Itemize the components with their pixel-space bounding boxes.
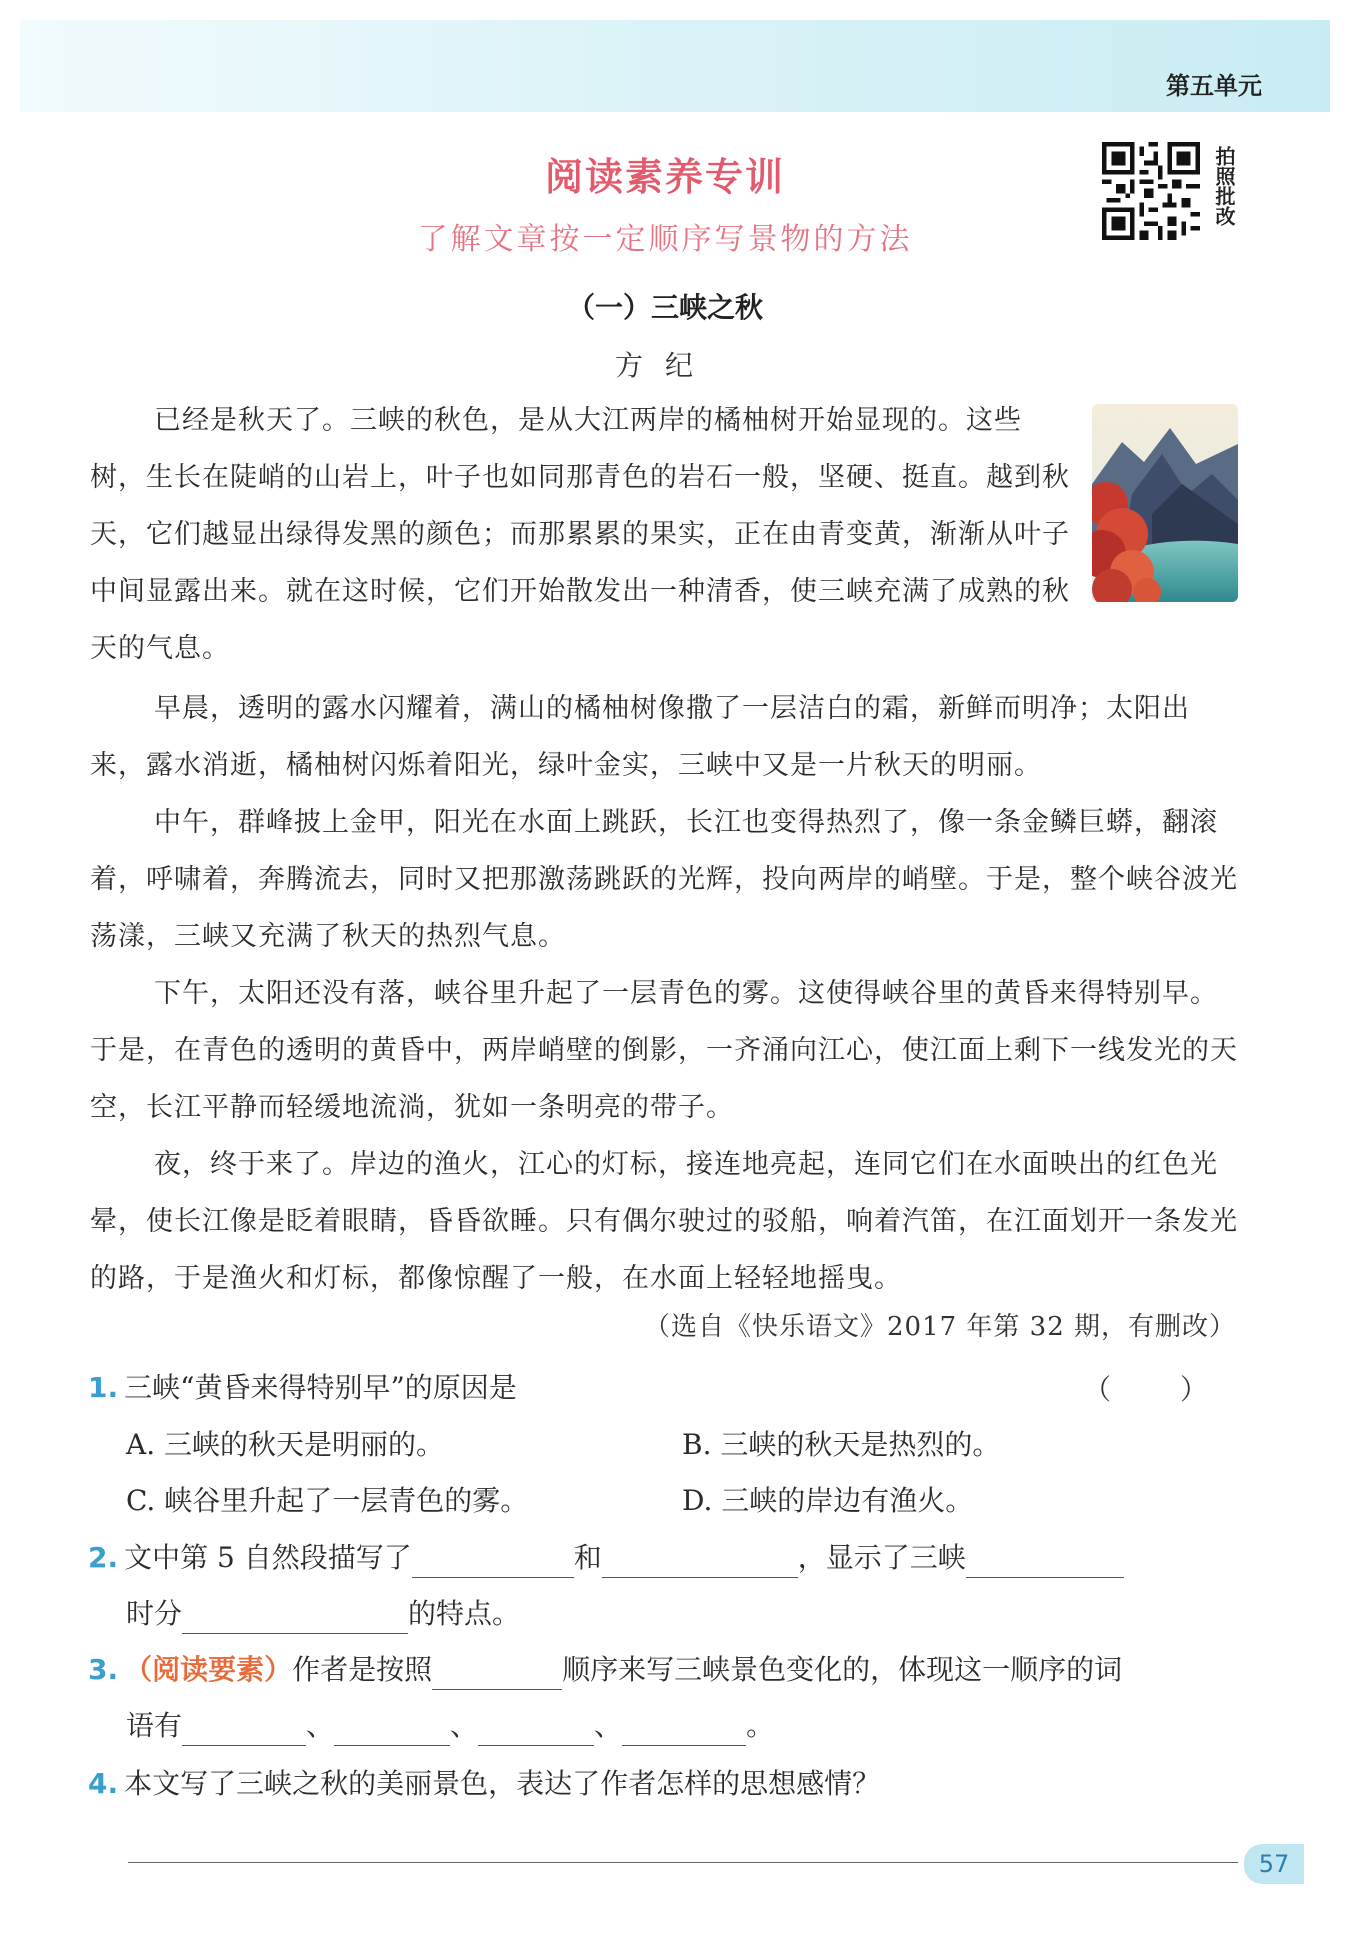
separator: 、 (450, 1709, 479, 1742)
three-gorges-illustration (1092, 404, 1238, 602)
reading-element-tag: （阅读要素） (124, 1653, 293, 1686)
answer-blank[interactable] (622, 1715, 746, 1746)
answer-blank[interactable] (432, 1659, 562, 1690)
paragraph-2: 早晨，透明的露水闪耀着，满山的橘柚树像撒了一层洁白的霜，新鲜而明净；太阳出来，露水消逝，橘柚树闪烁着阳光，绿叶金实，三峡中又是一片秋天的明丽。 (90, 693, 1190, 781)
option-c[interactable]: C. 峡谷里升起了一层青色的雾。 (126, 1484, 529, 1517)
article-author: 方纪 (614, 349, 715, 382)
paragraph-4: 下午，太阳还没有落，峡谷里升起了一层青色的雾。这使得峡谷里的黄昏来得特别早。于是，在青色的透明的黄昏中，两岸峭壁的倒影，一齐涌向江心，使江面上剩下一线发光的天空，长江平静而轻缓地流淌，犹如一条明亮的带子。 (90, 978, 1238, 1123)
article-title: （一）三峡之秋 (566, 291, 763, 324)
answer-blank[interactable] (182, 1715, 306, 1746)
separator: 、 (306, 1709, 335, 1742)
question-number: 4. (88, 1767, 119, 1800)
answer-blank[interactable] (602, 1547, 798, 1578)
option-d[interactable]: D. 三峡的岸边有渔火。 (682, 1484, 974, 1517)
separator: 。 (746, 1709, 775, 1742)
separator: 、 (594, 1709, 623, 1742)
question-number: 3. (88, 1653, 119, 1686)
question-3 (88, 1650, 1248, 1690)
question-text: 三峡“黄昏来得特别早”的原因是 (124, 1371, 517, 1404)
paragraph-3: 中午，群峰披上金甲，阳光在水面上跳跃，长江也变得热烈了，像一条金鳞巨蟒，翻滚着，呼啸着，奔腾流去，同时又把那激荡跳跃的光辉，投向两岸的峭壁。于是，整个峡谷波光荡漾，三峡又充满了秋天的热烈气息。 (90, 807, 1238, 952)
answer-blank[interactable] (412, 1547, 574, 1578)
question-text: 作者是按照 (292, 1653, 433, 1686)
unit-label: 第五单元 (1166, 72, 1262, 100)
question-text: ，显示了三峡 (797, 1541, 966, 1574)
question-2-line-2 (126, 1594, 520, 1634)
scan-grade-label: 拍照批改 (1212, 146, 1236, 226)
paragraph-1: 已经是秋天了。三峡的秋色，是从大江两岸的橘柚树开始显现的。这些树，生长在陡峭的山岩上，叶子也如同那青色的岩石一般，坚硬、挺直。越到秋天，它们越显出绿得发黑的颜色；而那累累的果实，正在由青变黄，渐渐从叶子中间显露出来。就在这时候，它们开始散发出一种清香，使三峡充满了成熟的秋天的气息。 (90, 405, 1070, 664)
top-banner (20, 20, 1330, 112)
question-text: 语有 (126, 1709, 183, 1742)
question-number: 2. (88, 1541, 119, 1574)
page-title: 阅读素养专训 (544, 155, 785, 199)
question-text: 文中第 5 自然段描写了 (124, 1541, 412, 1574)
question-number: 1. (88, 1371, 119, 1404)
answer-blank[interactable] (334, 1715, 450, 1746)
question-text: 和 (573, 1541, 602, 1574)
question-4 (88, 1764, 880, 1804)
question-text: 顺序来写三峡景色变化的，体现这一顺序的词 (562, 1653, 1123, 1686)
answer-parentheses[interactable]: （ ） (1083, 1373, 1238, 1406)
option-a[interactable]: A. 三峡的秋天是明丽的。 (126, 1428, 445, 1461)
question-text: 时分 (126, 1597, 183, 1630)
answer-line[interactable] (128, 1862, 1238, 1863)
paragraph-5: 夜，终于来了。岸边的渔火，江心的灯标，接连地亮起，连同它们在水面映出的红色光晕，使长江像是眨着眼睛，昏昏欲睡。只有偶尔驶过的驳船，响着汽笛，在江面划开一条发光的路，于是渔火和灯标，都像惊醒了一般，在水面上轻轻地摇曳。 (90, 1149, 1238, 1294)
question-3-line-2 (126, 1706, 774, 1746)
question-text: 本文写了三峡之秋的美丽景色，表达了作者怎样的思想感情？ (124, 1767, 881, 1800)
article-source: （选自《快乐语文》2017 年第 32 期，有删改） (643, 1312, 1236, 1342)
page-number: 57 (1244, 1844, 1304, 1884)
page-subtitle: 了解文章按一定顺序写景物的方法 (417, 222, 913, 257)
question-2 (88, 1538, 1248, 1578)
answer-blank[interactable] (182, 1603, 408, 1634)
answer-blank[interactable] (478, 1715, 594, 1746)
question-1 (88, 1368, 517, 1408)
answer-blank[interactable] (966, 1547, 1124, 1578)
option-b[interactable]: B. 三峡的秋天是热烈的。 (682, 1428, 1001, 1461)
qr-code-icon[interactable] (1102, 142, 1200, 240)
question-text: 的特点。 (408, 1597, 521, 1630)
